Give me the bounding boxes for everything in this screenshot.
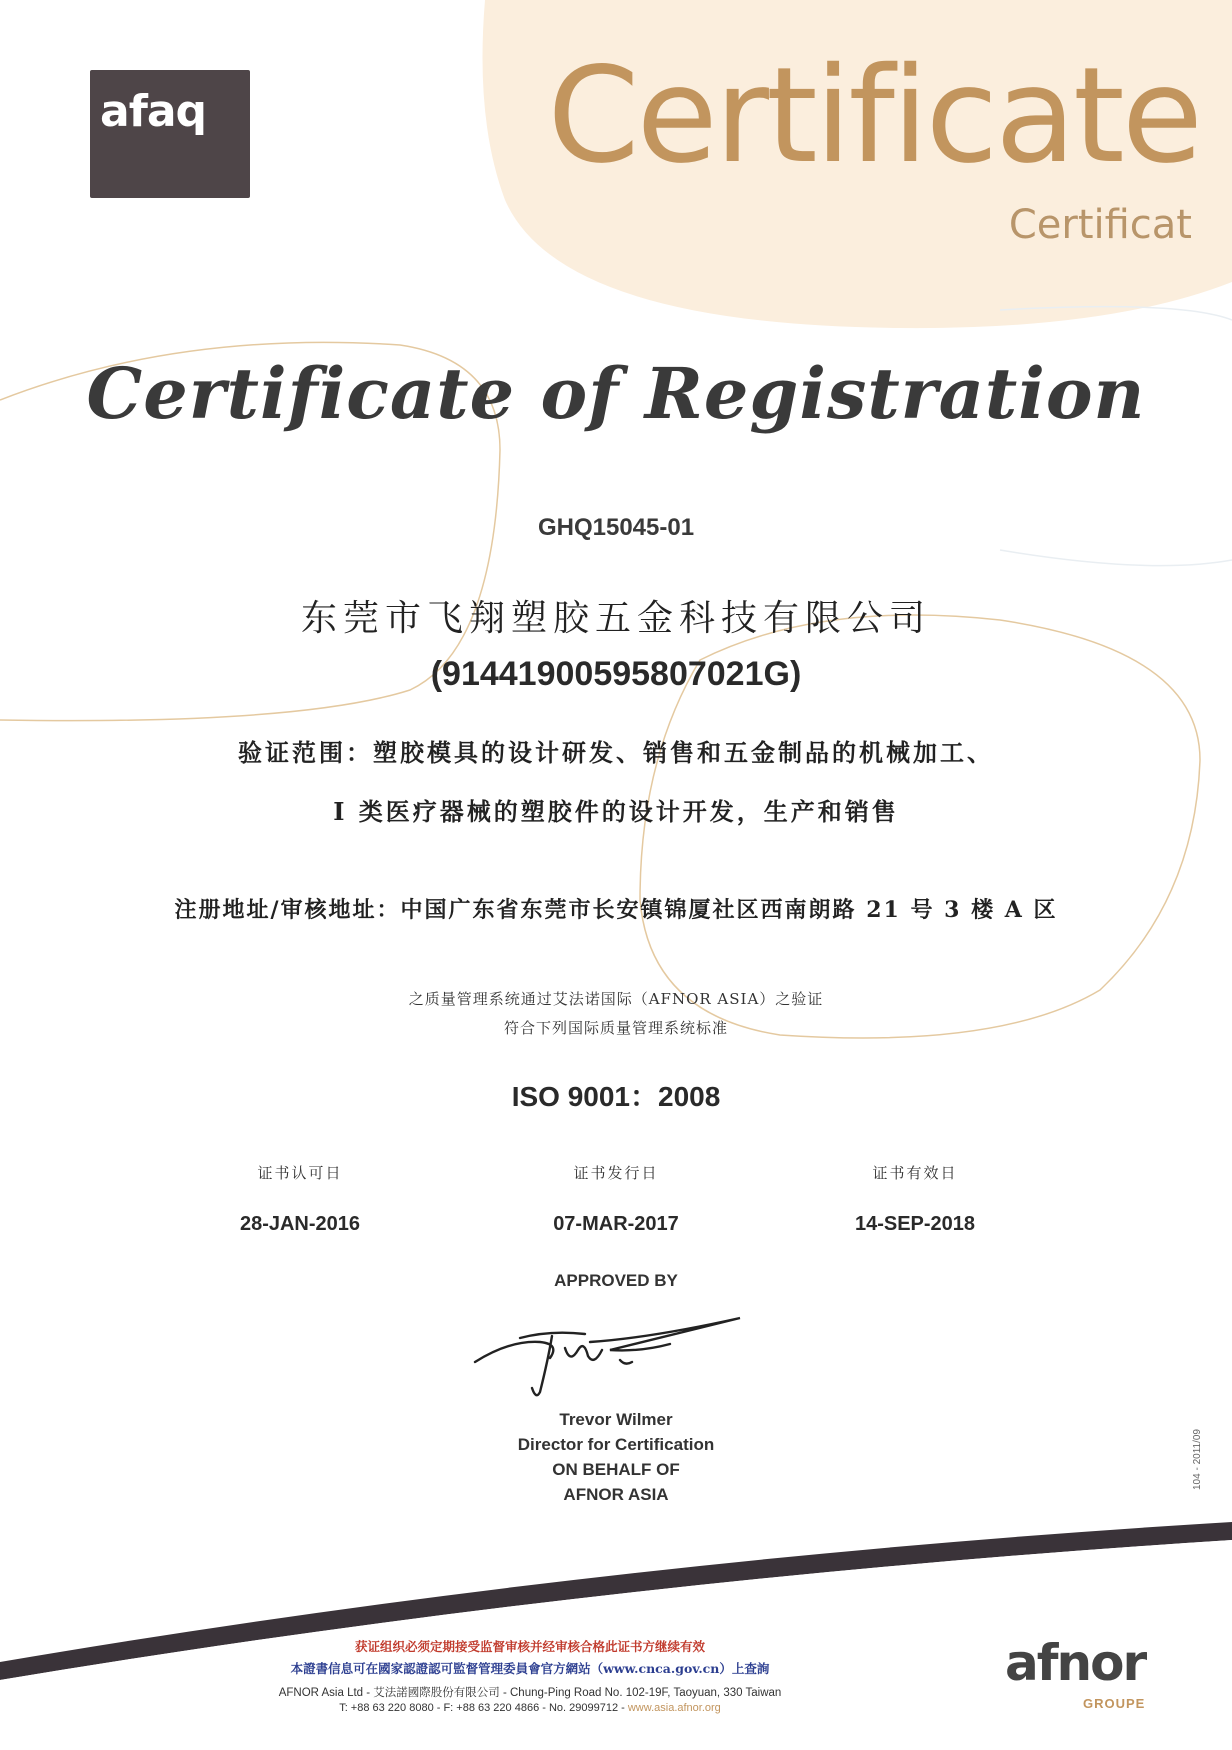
certificate-number: GHQ15045-01 bbox=[537, 514, 695, 541]
certificate-title: Certificate bbox=[547, 39, 1200, 193]
footer-contact bbox=[155, 1702, 905, 1714]
on-behalf-label: ON BEHALF OF bbox=[552, 1460, 680, 1479]
registered-address: 注册地址/审核地址：中国广东省东莞市长安镇锦厦社区西南朗路 21 号 3 楼 A 区 bbox=[174, 897, 1058, 923]
date-approval bbox=[170, 1162, 430, 1236]
date-label: 证书认可日 bbox=[257, 1164, 343, 1182]
date-label: 证书有效日 bbox=[872, 1164, 958, 1182]
footer-notice-blue: 本證書信息可在國家認證認可監督管理委員會官方網站（www.cnca.gov.cn）上查詢 bbox=[290, 1661, 770, 1676]
footer-website-link[interactable]: www.asia.afnor.org bbox=[627, 1702, 721, 1714]
afnor-logo-text: afnor bbox=[1005, 1634, 1146, 1692]
form-code: 104 - 2011/09 bbox=[1192, 1429, 1203, 1490]
footer-address: AFNOR Asia Ltd - 艾法諾國際股份有限公司 - Chung-Ping Road No. 102-19F, Taoyuan, 330 Taiwan bbox=[278, 1687, 782, 1699]
company-code: (91441900595807021G) bbox=[430, 655, 802, 693]
signer-title: Director for Certification bbox=[517, 1435, 715, 1454]
afaq-logo bbox=[90, 70, 250, 198]
scope-line-2: I 类医疗器械的塑胶件的设计开发，生产和销售 bbox=[333, 797, 899, 826]
verification-statement-1: 之质量管理系统通过艾法诺国际（AFNOR ASIA）之验证 bbox=[408, 990, 824, 1008]
organization-name: AFNOR ASIA bbox=[563, 1485, 669, 1504]
signature bbox=[470, 1300, 770, 1400]
verification-statement-2: 符合下列国际质量管理系统标准 bbox=[503, 1019, 728, 1037]
company-name: 东莞市飞翔塑胶五金科技有限公司 bbox=[300, 598, 931, 639]
date-value: 14-SEP-2018 bbox=[854, 1213, 976, 1235]
afnor-logo-subtext: GROUPE bbox=[1083, 1696, 1146, 1711]
registration-title: Certificate of Registration bbox=[86, 352, 1146, 435]
afaq-logo-text: afaq bbox=[100, 86, 207, 137]
approved-by-label: APPROVED BY bbox=[554, 1271, 678, 1290]
footer-tel-fax: T: +88 63 220 8080 - F: +88 63 220 4866 - No. 29099712 - bbox=[339, 1702, 625, 1714]
afnor-logo bbox=[1005, 1634, 1205, 1728]
date-value: 28-JAN-2016 bbox=[239, 1213, 361, 1235]
scope-line-1: 验证范围：塑胶模具的设计研发、销售和五金制品的机械加工、 bbox=[238, 738, 994, 767]
footer-notice-red: 获证组织必须定期接受监督审核并经审核合格此证书方继续有效 bbox=[354, 1639, 705, 1654]
date-expiry bbox=[785, 1162, 1045, 1236]
signer-name: Trevor Wilmer bbox=[559, 1410, 673, 1429]
date-value: 07-MAR-2017 bbox=[553, 1213, 679, 1235]
date-label: 证书发行日 bbox=[573, 1164, 659, 1182]
iso-standard: ISO 9001：2008 bbox=[511, 1081, 721, 1112]
certificate-subtitle: Certificat bbox=[1008, 202, 1192, 248]
date-issue bbox=[486, 1162, 746, 1236]
